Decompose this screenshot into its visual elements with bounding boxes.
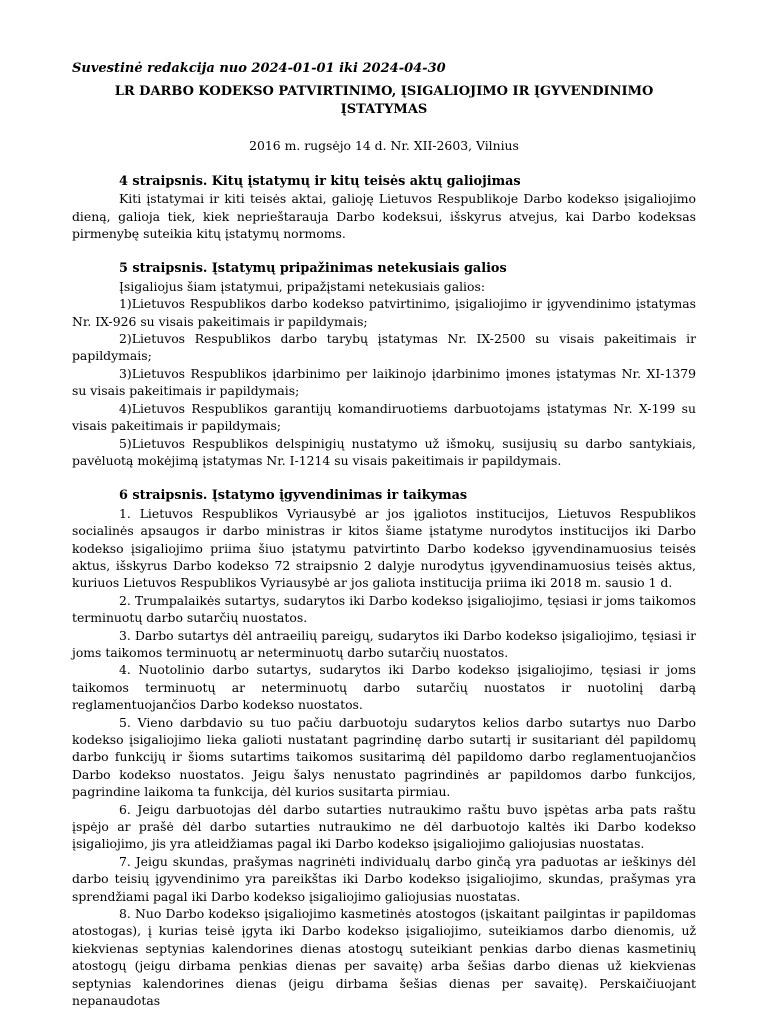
article-paragraph: 1. Lietuvos Respublikos Vyriausybė ar jos įgaliotos institucijos, Lietuvos Respublikos socialinės apsaugos ir darbo ministras ir kitos šiame įstatyme nurodytos institucijos iki Darbo kodekso įsigaliojimo priima šiuo įstatymu patvirtinto Darbo kodekso įgyvendinamuosius teisės aktus, išskyrus Darbo kodekso 72 straipsnio 2 dalyje nurodytus įgyvendinamuosius teisės aktus, kuriuos Lietuvos Respublikos Vyriausybė ar jos galiota institucija priima iki 2018 m. sausio 1 d. [72,505,696,591]
repealed-law-item: 2)Lietuvos Respublikos darbo tarybų įstatymas Nr. IX-2500 su visais pakeitimais ir papildymais; [72,331,696,364]
article-heading: 5 straipsnis. Įstatymų pripažinimas netekusiais galios [119,261,507,277]
article-paragraph: 7. Jeigu skundas, prašymas nagrinėti individualų darbo ginčą yra paduotas ar ieškinys dėl darbo teisių įgyvendinimo yra pareikštas iki Darbo kodekso įsigaliojimo, skundas, prašymas yra sprendžiami pagal iki Darbo kodekso įsigaliojimo galiojusias nuostatas. [72,853,696,904]
adoption-date-line: 2016 m. rugsėjo 14 d. Nr. XII-2603, Vilnius [249,138,519,154]
article-paragraph: 3. Darbo sutartys dėl antraeilių pareigų, sudarytos iki Darbo kodekso įsigaliojimo, tęsiasi ir joms taikomos terminuotų ar neterminuotų darbo sutarčių nuostatos. [72,627,696,660]
repealed-law-item: 1)Lietuvos Respublikos darbo kodekso patvirtinimo, įsigaliojimo ir įgyvendinimo įstatymas Nr. IX-926 su visais pakeitimais ir papildymais; [72,296,696,329]
law-title: LR DARBO KODEKSO PATVIRTINIMO, ĮSIGALIOJIMO IR ĮGYVENDINIMO ĮSTATYMAS [114,84,654,118]
article-paragraph: 5. Vieno darbdavio su tuo pačiu darbuotoju sudarytos kelios darbo sutartys nuo Darbo kodekso įsigaliojimo lieka galioti nustatant pagrindinę darbo sutartį ir susitariant dėl papildomų darbo funkcijų ir šioms sutartims taikomos susitarimą dėl papildomo darbo reglamentuojančios Darbo kodekso nuostatos. Jeigu šalys nenustato pagrindinės ar papildomos darbo funkcijos, pagrindine laikoma ta funkcija, dėl kurios susitarta pirmiau. [72,714,696,800]
repealed-law-item: 3)Lietuvos Respublikos įdarbinimo per laikinojo įdarbinimo įmones įstatymas Nr. XI-1379 su visais pakeitimais ir papildymais; [72,365,696,399]
consolidated-version-note: Suvestinė redakcija nuo 2024-01-01 iki 2024-04-30 [72,61,446,76]
article-paragraph: 2. Trumpalaikės sutartys, sudarytos iki Darbo kodekso įsigaliojimo, tęsiasi ir joms taikomos terminuotų darbo sutarčių nuostatos. [72,592,696,626]
article-4 [72,173,696,243]
repealed-law-item: 5)Lietuvos Respublikos delspinigių nustatymo už išmokų, susijusių su darbo santykiais, pavėluotą mokėjimą įstatymas Nr. I-1214 su visais pakeitimais ir papildymais. [72,435,696,468]
article-paragraph: Kiti įstatymai ir kiti teisės aktai, galioję Lietuvos Respublikoje Darbo kodekso įsigaliojimo dieną, galioja tiek, kiek neprieštarauja Darbo kodeksui, išskyrus atvejus, kai Darbo kodeksas pirmenybę suteikia kitų įstatymų normoms. [72,191,696,242]
article-paragraph: 8. Nuo Darbo kodekso įsigaliojimo kasmetinės atostogos (įskaitant pailgintas ir papildomas atostogas), į kurias teisė įgyta iki Darbo kodekso įsigaliojimo, suteikiamos darbo dienomis, už kiekvienas septynias kalendorines dienas atostogų suteikiant penkias darbo dienas kasmetinių atostogų (jeigu dirbama penkias dienas per savaitę) arba šešias darbo dienas už kiekvienas septynias kalendorines dienas (jeigu dirbama šešias dienas per savaitę). Perskaičiuojant nepanaudotas [72,906,696,1009]
article-paragraph: 6. Jeigu darbuotojas dėl darbo sutarties nutraukimo raštu buvo įspėtas arba pats raštu įspėjo ar prašė dėl darbo sutarties nutraukimo ne dėl darbuotojo kaltės iki Darbo kodekso įsigaliojimo, jis yra atleidžiamas pagal iki Darbo kodekso įsigaliojimo galiojusias nuostatas. [72,801,696,852]
article-paragraph: 4. Nuotolinio darbo sutartys, sudarytos iki Darbo kodekso įsigaliojimo, tęsiasi ir joms taikomos terminuotų ar neterminuotų darbo sutarčių nuostatos ir nuotolinį darbą reglamentuojančios Darbo kodekso nuostatos. [72,662,696,713]
repealed-law-item: 4)Lietuvos Respublikos garantijų komandiruotiems darbuotojams įstatymas Nr. X-199 su visais pakeitimais ir papildymais; [72,400,696,434]
article-paragraph: Įsigaliojus šiam įstatymui, pripažįstami netekusiais galios: [119,278,485,294]
article-heading: 6 straipsnis. Įstatymo įgyvendinimas ir taikymas [119,488,468,504]
article-6 [72,487,696,1009]
article-5 [72,260,696,469]
article-heading: 4 straipsnis. Kitų įstatymų ir kitų teisės aktų galiojimas [119,173,521,189]
